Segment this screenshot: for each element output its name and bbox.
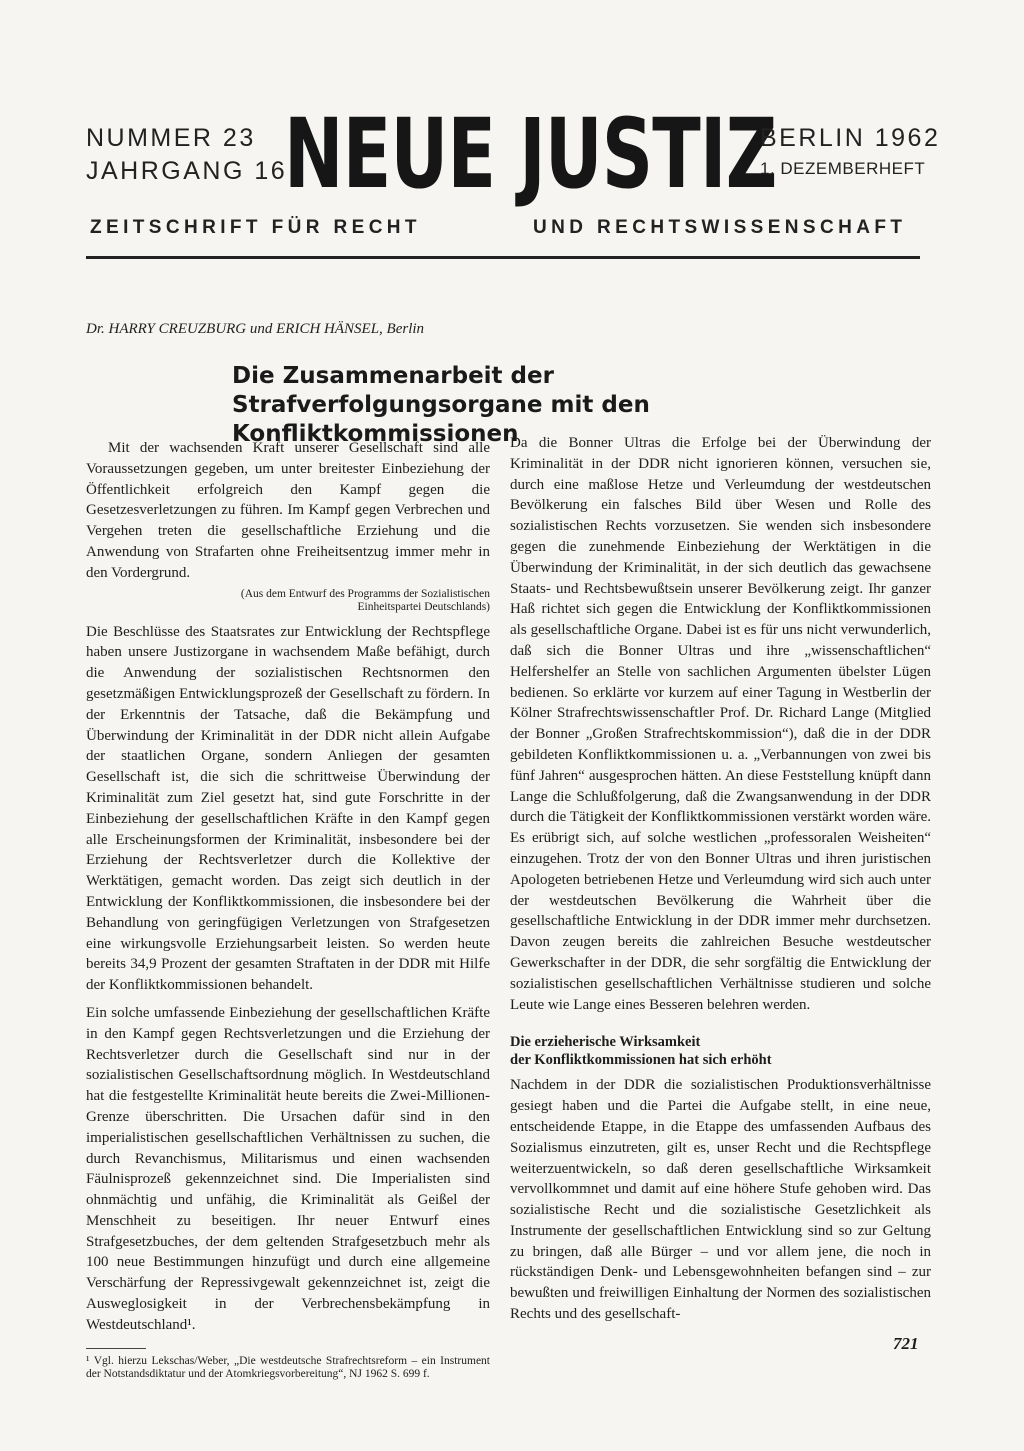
right-column (510, 433, 931, 1325)
subtitle-left: ZEITSCHRIFT FÜR RECHT (90, 217, 421, 238)
section-heading-line-2: der Konfliktkommissionen hat sich erhöht (510, 1052, 772, 1069)
left-column (86, 438, 490, 1382)
left-paragraph-1: Die Beschlüsse des Staatsrates zur Entwicklung der Rechtspflege haben unsere Justizorgane in wachsendem Maße befähigt, durch die Anwendung der sozialistischen Rechtsnormen den gesetzmäßigen Entwicklungsprozeß der Gesellschaft zu fördern. In der Erkenntnis der Tatsache, daß die Bekämpfung und Überwindung der Kriminalität in der DDR nicht allein Aufgabe der staatlichen Organe, sondern Anliegen der gesamten Gesellschaft ist, die sich die schrittweise Überwindung der Kriminalität zum Ziel gesetzt hat, sind gute Forschritte in der Einbeziehung der gesellschaftlichen Kräfte in den Kampf gegen alle Erscheinungsformen der Kriminalität, insbesondere bei der Erziehung der Rechtsverletzer durch die Kollektive der Werktätigen, gemacht worden. Das zeigt sich deutlich in der Entwicklung der Konfliktkommissionen, die insbesondere bei der Behandlung von geringfügigen Verletzungen von Strafgesetzen eine wirkungsvolle Erziehungsarbeit leisten. So werden heute bereits 34,9 Prozent der gesamten Straftaten in der DDR mit Hilfe der Konfliktkommissionen behandelt. (86, 623, 490, 994)
volume-number: JAHRGANG 16 (86, 157, 288, 185)
right-paragraph-2: Nachdem in der DDR die sozialistischen Produktionsverhältnisse gesiegt haben und die Partei die Aufgabe stellt, in eine neue, entscheidende Etappe, in die Etappe des umfassenden Aufbaus des Sozialismus einzutreten, gilt es, unser Recht und die Rechtspflege weiterzuentwickeln, so daß deren gesellschaftliche Wirksamkeit vervollkommnet und damit auf eine höhere Stufe gehoben wird. Das sozialistische Recht und die sozialistische Gesetzlichkeit als Instrumente der gesellschaftlichen Entwicklung sind so zur Geltung zu bringen, daß alle Bürger – und vor allem jene, die noch in rückständigen Denk- und Lebensgewohnheiten befangen sind – zur bewußten und freiwilligen Einhaltung der Normen des sozialistischen Rechts und des gesellschaft- (510, 1077, 931, 1323)
epigraph-source: (Aus dem Entwurf des Programms der Sozialistischen Einheitspartei Deutschlands) (240, 587, 490, 613)
page-number: 721 (893, 1334, 919, 1353)
section-heading-line-1: Die erzieherische Wirksamkeit (510, 1034, 701, 1051)
section-heading (510, 1033, 931, 1069)
header-rule (86, 256, 920, 259)
article-title: Die Zusammenarbeit der Strafverfolgungsorgane mit den Konfliktkommissionen (232, 363, 650, 447)
place-year: BERLIN 1962 (760, 124, 941, 152)
left-paragraph-2: Ein solche umfassende Einbeziehung der gesellschaftlichen Kräfte in den Kampf gegen Rechtsverletzungen und die Erziehung der Rechtsverletzer durch die Gesellschaft sind nur in der sozialistischen Gesellschaftsordnung möglich. In Westdeutschland hat die festgestellte Kriminalität heute bereits die Zwei-Millionen-Grenze überschritten. Die Ursachen dafür sind in den imperialistischen gesellschaftlichen Verhältnissen zu suchen, die durch Revanchismus, Militarismus und einen wachsenden Fäulnisprozeß gekennzeichnet sind. Die Imperialisten sind ohnmächtig und unfähig, die Kriminalität als Geißel der Menschheit zu beseitigen. Ihr neuer Entwurf eines Strafgesetzbuches, der dem geltenden Strafgesetzbuch mehr als 100 neue Bestimmungen hinzufügt und durch eine allgemeine Verschärfung der Repressivgewalt gekennzeichnet ist, zeigt die Ausweglosigkeit in der Verbrechensbekämpfung in Westdeutschland¹. (86, 1004, 490, 1333)
right-paragraph-1: Da die Bonner Ultras die Erfolge bei der Überwindung der Kriminalität in der DDR nicht ignorieren können, versuchen sie, durch eine maßlose Hetze und Verleumdung der westdeutschen Bevölkerung ein falsches Bild über Wesen und Rolle des sozialistischen Rechts vorzusetzen. Sie wenden sich insbesondere gegen die zunehmende Einbeziehung der Werktätigen in die Überwindung der Kriminalität, in der sich deutlich das gewachsene Staats- und Rechtsbewußtsein unserer Bevölkerung zeigt. Ihr ganzer Haß richtet sich gegen die Entwicklung der Konfliktkommissionen als gesellschaftliche Organe. Dabei ist es für uns nicht verwunderlich, daß sich die Bonner Ultras und ihre „wissenschaftlichen“ Helfershelfer an Stelle von sachlichen Argumenten übelster Lügen bedienen. So erklärte vor kurzem auf einer Tagung in Westberlin der Kölner Strafrechtswissenschaftler Prof. Dr. Richard Lange (Mitglied der Bonner „Großen Strafrechtskommission“), daß die in der DDR gebildeten Konfliktkommissionen u. a. „Verbannungen von zwei bis fünf Jahren“ ausgesprochen hätten. An diese Feststellung knüpft dann Lange die Schlußfolgerung, daß die Zwangsanwendung in der DDR durch die Tätigkeit der Konfliktkommissionen verstärkt worden wäre. Es erübrigt sich, auf solche westlichen „professoralen Weisheiten“ einzugehen. Trotz der von den Bonner Ultras und ihren juristischen Apologeten betriebenen Hetze und Verleumdung wird sich auch unter der westdeutschen Bevölkerung die Wahrheit über die gesellschaftliche Entwicklung in der DDR immer mehr durchsetzen. Davon zeugen bereits die zahlreichen Besuche westdeutscher Gewerkschafter in der DDR, die sehr sorgfältig die Entwicklung der sozialistischen gesellschaftlichen Verhältnisse studieren und solche Leute wie Lange eines Besseren belehren werden. (510, 435, 931, 1013)
journal-logo: NEUE JUSTIZ (284, 98, 777, 210)
article-authors: Dr. HARRY CREUZBURG und ERICH HÄNSEL, Berlin (86, 321, 425, 337)
issue-date: 1. DEZEMBERHEFT (760, 159, 926, 178)
subtitle-right: UND RECHTSWISSENSCHAFT (533, 217, 907, 238)
footnote: ¹ Vgl. hierzu Lekschas/Weber, „Die westdeutsche Strafrechtsreform – ein Instrument der Notstandsdiktatur und der Atomkriegsvorbereitung“, NJ 1962 S. 699 f. (86, 1354, 490, 1381)
issue-number: NUMMER 23 (86, 124, 256, 152)
epigraph: Mit der wachsenden Kraft unserer Gesellschaft sind alle Voraussetzungen gegeben, um unter breitester Einbeziehung der Öffentlichkeit erfolgreich den Kampf gegen die Gesetzesverletzungen zu führen. Im Kampf gegen Verbrechen und Vergehen treten die gesellschaftliche Erziehung und die Anwendung von Strafarten ohne Freiheitsentzug immer mehr in den Vordergrund. (86, 440, 490, 581)
footnote-rule (86, 1348, 146, 1349)
